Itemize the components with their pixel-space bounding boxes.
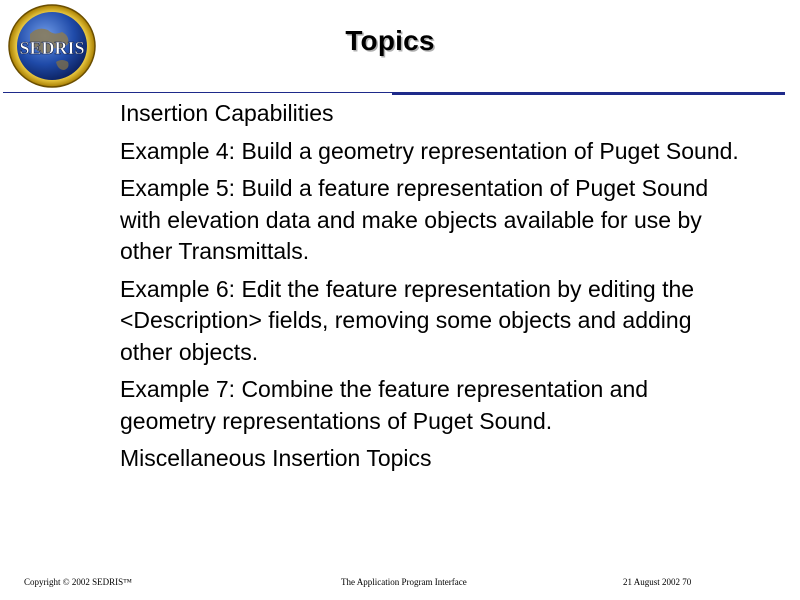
topic-item-example-6: Example 6: Edit the feature representation by editing the <Description> fields, removing some objects and adding other objects. bbox=[120, 275, 695, 365]
topic-item-example-7: Example 7: Combine the feature representation and geometry representations of Puget Sound. bbox=[120, 376, 649, 434]
topic-item-misc-insertion: Miscellaneous Insertion Topics bbox=[120, 445, 432, 471]
logo-text: SEDRIS bbox=[19, 38, 85, 58]
title-divider-thin bbox=[3, 92, 393, 93]
footer-copyright: Copyright © 2002 SEDRIS™ bbox=[24, 577, 132, 587]
topic-item-insertion-capabilities: Insertion Capabilities bbox=[120, 100, 334, 126]
title-divider-thick bbox=[392, 92, 785, 95]
topic-item-example-4: Example 4: Build a geometry representation of Puget Sound. bbox=[120, 137, 739, 164]
topics-list bbox=[120, 98, 740, 481]
footer-presentation-title: The Application Program Interface bbox=[341, 577, 467, 587]
slide-title: Topics bbox=[345, 25, 435, 56]
footer-date-page: 21 August 2002 70 bbox=[623, 577, 692, 587]
topic-item-example-5: Example 5: Build a feature representation of Puget Sound with elevation data and make objects available for use by other Transmittals. bbox=[120, 175, 709, 264]
